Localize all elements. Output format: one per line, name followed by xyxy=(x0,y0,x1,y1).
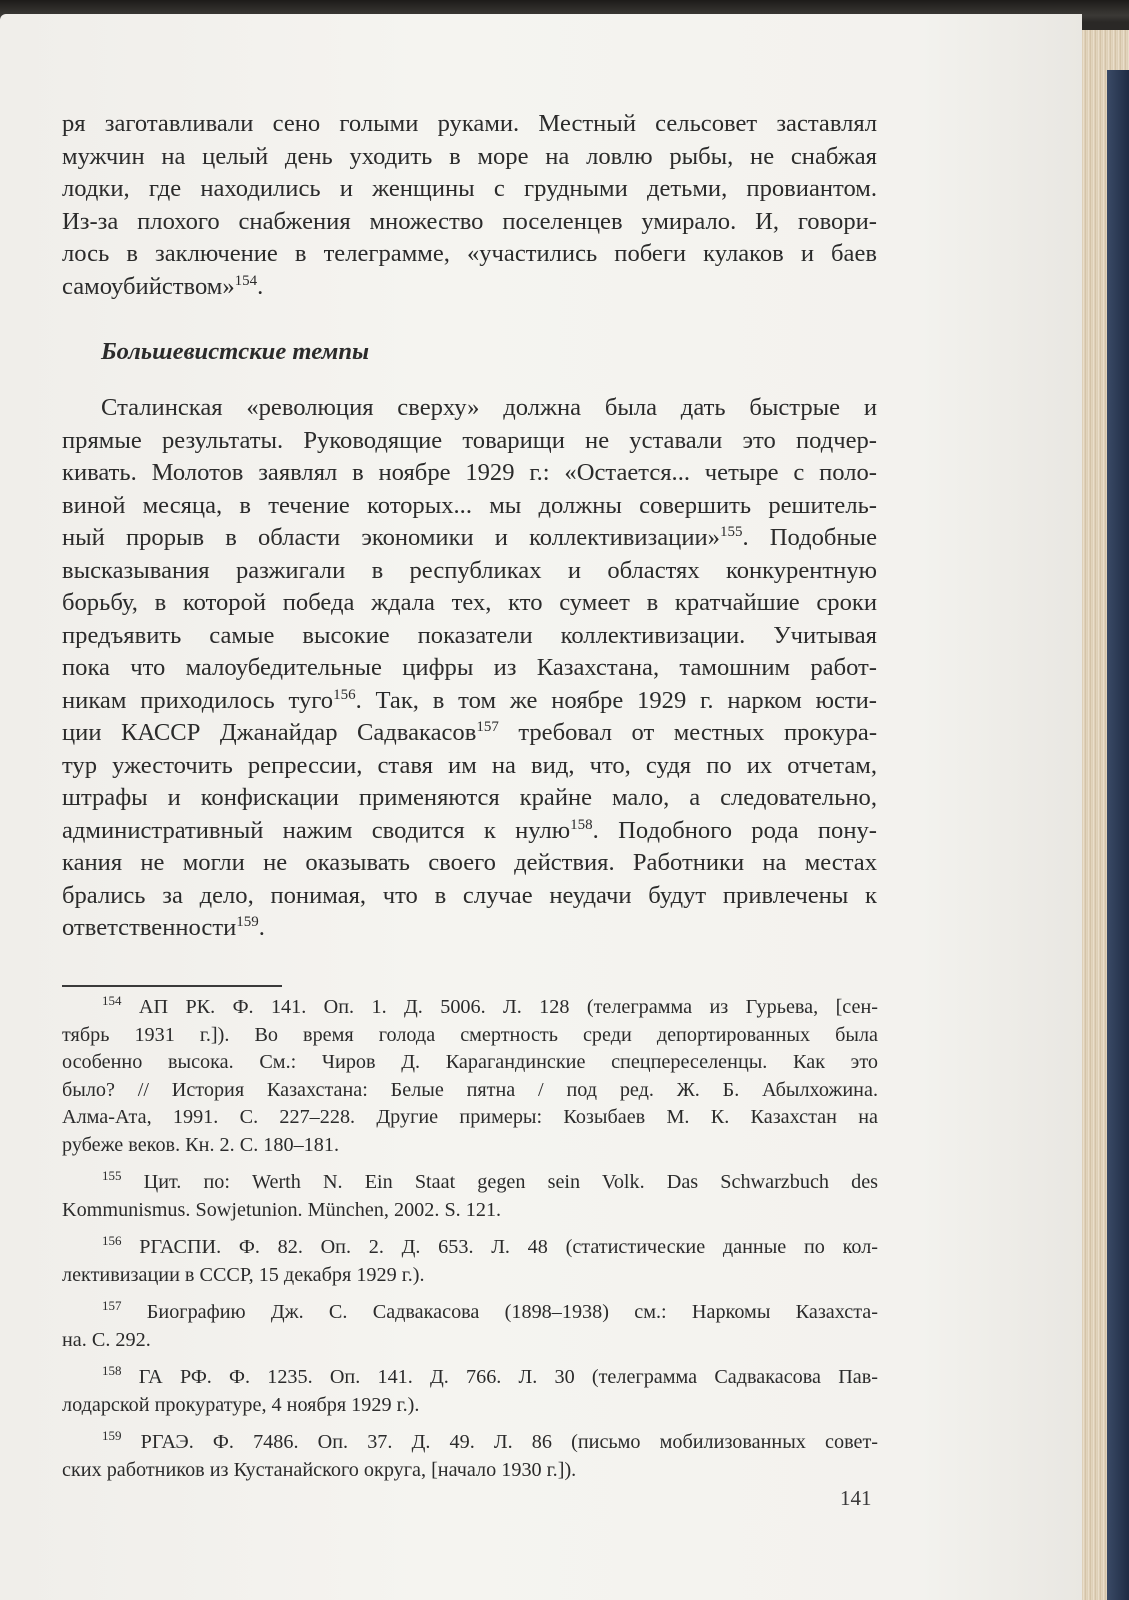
footnote-line: было? // История Казахстана: Белые пятна / под ред. Ж. Б. Абылхожина. xyxy=(62,1078,878,1101)
footnote-157 xyxy=(62,1299,878,1354)
text-fragment: РГАСПИ. Ф. 82. Оп. 2. Д. 653. Л. 48 (статистические данные по кол- xyxy=(139,1236,879,1258)
text-fragment: РГАЭ. Ф. 7486. Оп. 37. Д. 49. Л. 86 (письмо мобилизованных совет- xyxy=(140,1431,878,1453)
text-line: ря заготавливали сено голыми руками. Местный сельсовет заставлял xyxy=(62,110,877,137)
text-line: кания не могли не оказывать своего действия. Работники на местах xyxy=(62,849,877,876)
paragraph-main xyxy=(62,392,877,945)
text-fragment: ГА РФ. Ф. 1235. Оп. 141. Д. 766. Л. 30 (телеграмма Садвакасова Пав- xyxy=(138,1366,878,1388)
text-line: предъявить самые высокие показатели коллективизации. Учитывая xyxy=(62,621,877,649)
footnote-ref: 159 xyxy=(236,914,259,930)
footnote-line: тябрь 1931 г.]). Во время голода смертность среди депортированных была xyxy=(62,1023,878,1046)
text-fragment: . xyxy=(257,272,264,300)
text-line: штрафы и конфискации применяются крайне мало, а следовательно, xyxy=(62,784,877,811)
footnote-ref: 154 xyxy=(234,272,258,289)
footnote-line: лодарской прокуратуре, 4 ноября 1929 г.). xyxy=(62,1393,420,1416)
footnote-number: 154 xyxy=(102,993,122,1008)
footnote-number: 157 xyxy=(102,1298,122,1313)
text-fragment: Биографию Дж. С. Садвакасова (1898–1938) см.: Наркомы Казахста- xyxy=(146,1301,878,1323)
text-line xyxy=(62,912,877,945)
text-line: тур ужесточить репрессии, ставя им на вид, что, судя по их отчетам, xyxy=(62,751,877,779)
text-fragment: . Подобные xyxy=(742,524,877,551)
section-heading: Большевистские темпы xyxy=(101,338,370,365)
footnote-number: 158 xyxy=(102,1363,122,1378)
text-line xyxy=(62,271,877,304)
text-line: кивать. Молотов заявлял в ноябре 1929 г.: «Остается... четыре с поло- xyxy=(62,459,877,486)
footnote-159 xyxy=(62,1429,878,1484)
text-line: лось в заключение в телеграмме, «участились побеги кулаков и баев xyxy=(62,240,877,267)
text-fragment: Цит. по: Werth N. Ein Staat gegen sein Volk. Das Schwarzbuch des xyxy=(143,1171,879,1193)
text-line: лодки, где находились и женщины с грудными детьми, провиантом. xyxy=(62,175,877,202)
footnote-158 xyxy=(62,1364,878,1419)
text-line: Из-за плохого снабжения множество поселенцев умирало. И, говори- xyxy=(62,207,877,235)
text-fragment: никам приходилось туго xyxy=(62,686,334,714)
footnote-line xyxy=(62,1299,878,1327)
footnotes xyxy=(62,994,878,1494)
text-line: Сталинская «революция сверху» должна была дать быстрые и xyxy=(101,394,877,421)
text-fragment: административный нажим сводится к нулю xyxy=(62,816,571,844)
footnote-ref: 156 xyxy=(333,686,356,703)
text-line xyxy=(62,522,877,555)
text-line: брались за дело, понимая, что в случае неудачи будут привлечены к xyxy=(62,881,877,909)
footnote-number: 159 xyxy=(102,1428,122,1443)
page-number: 141 xyxy=(840,1486,872,1510)
footnote-line xyxy=(62,1429,878,1457)
footnote-155 xyxy=(62,1169,878,1224)
text-fragment: ции КАССР Джанайдар Садвакасов xyxy=(62,719,477,746)
footnote-line: особенно высока. См.: Чиров Д. Карагандинские спецпереселенцы. Как это xyxy=(62,1051,878,1073)
footnote-ref: 158 xyxy=(570,816,593,833)
text-fragment: . Подобного рода пону- xyxy=(592,816,877,844)
footnote-line xyxy=(62,994,878,1022)
text-line: высказывания разжигали в республиках и областях конкурентную xyxy=(62,556,877,584)
text-line: прямые результаты. Руководящие товарищи не уставали это подчер- xyxy=(62,426,877,454)
text-line xyxy=(62,815,877,848)
text-line xyxy=(62,685,877,718)
footnote-ref: 155 xyxy=(719,524,743,540)
footnote-line xyxy=(62,1364,878,1392)
text-fragment: . xyxy=(258,914,265,941)
footnote-154 xyxy=(62,994,878,1159)
text-fragment: самоубийством» xyxy=(62,272,235,300)
text-line: мужчин на целый день уходить в море на ловлю рыбы, не снабжая xyxy=(62,142,877,170)
footnote-number: 156 xyxy=(102,1233,122,1248)
footnote-line xyxy=(62,1169,878,1197)
footnote-number: 155 xyxy=(102,1168,122,1183)
footnote-line: на. С. 292. xyxy=(62,1328,151,1351)
footnote-line: Kommunismus. Sowjetunion. München, 2002. S. 121. xyxy=(62,1198,502,1221)
paragraph-continued xyxy=(62,108,877,303)
text-line: борьбу, в которой победа ждала тех, кто сумеет в кратчайшие сроки xyxy=(62,589,877,616)
footnote-separator xyxy=(62,985,282,987)
text-line: виной месяца, в течение которых... мы должны совершить решитель- xyxy=(62,491,877,519)
footnote-line xyxy=(62,1234,878,1262)
footnote-line: Алма-Ата, 1991. С. 227–228. Другие примеры: Козыбаев М. К. Казахстан на xyxy=(62,1106,878,1128)
text-fragment: требовал от местных прокура- xyxy=(498,719,878,746)
footnote-line: лективизации в СССР, 15 декабря 1929 г.). xyxy=(62,1263,425,1286)
text-line xyxy=(62,717,877,750)
footnote-line: рубеже веков. Кн. 2. С. 180–181. xyxy=(62,1133,339,1156)
text-fragment: ответственности xyxy=(62,914,237,941)
text-fragment: . Так, в том же ноябре 1929 г. нарком юсти- xyxy=(355,686,877,714)
text-fragment: ный прорыв в области экономики и коллективизации» xyxy=(62,524,720,551)
text-fragment: АП РК. Ф. 141. Оп. 1. Д. 5006. Л. 128 (телеграмма из Гурьева, [сен- xyxy=(138,996,878,1018)
footnote-line: ских работников из Кустанайского округа, [начало 1930 г.]). xyxy=(62,1458,577,1481)
page-edges xyxy=(1082,30,1129,1600)
footnote-156 xyxy=(62,1234,878,1289)
footnote-ref: 157 xyxy=(476,719,499,735)
text-line: пока что малоубедительные цифры из Казахстана, тамошним работ- xyxy=(62,654,877,681)
